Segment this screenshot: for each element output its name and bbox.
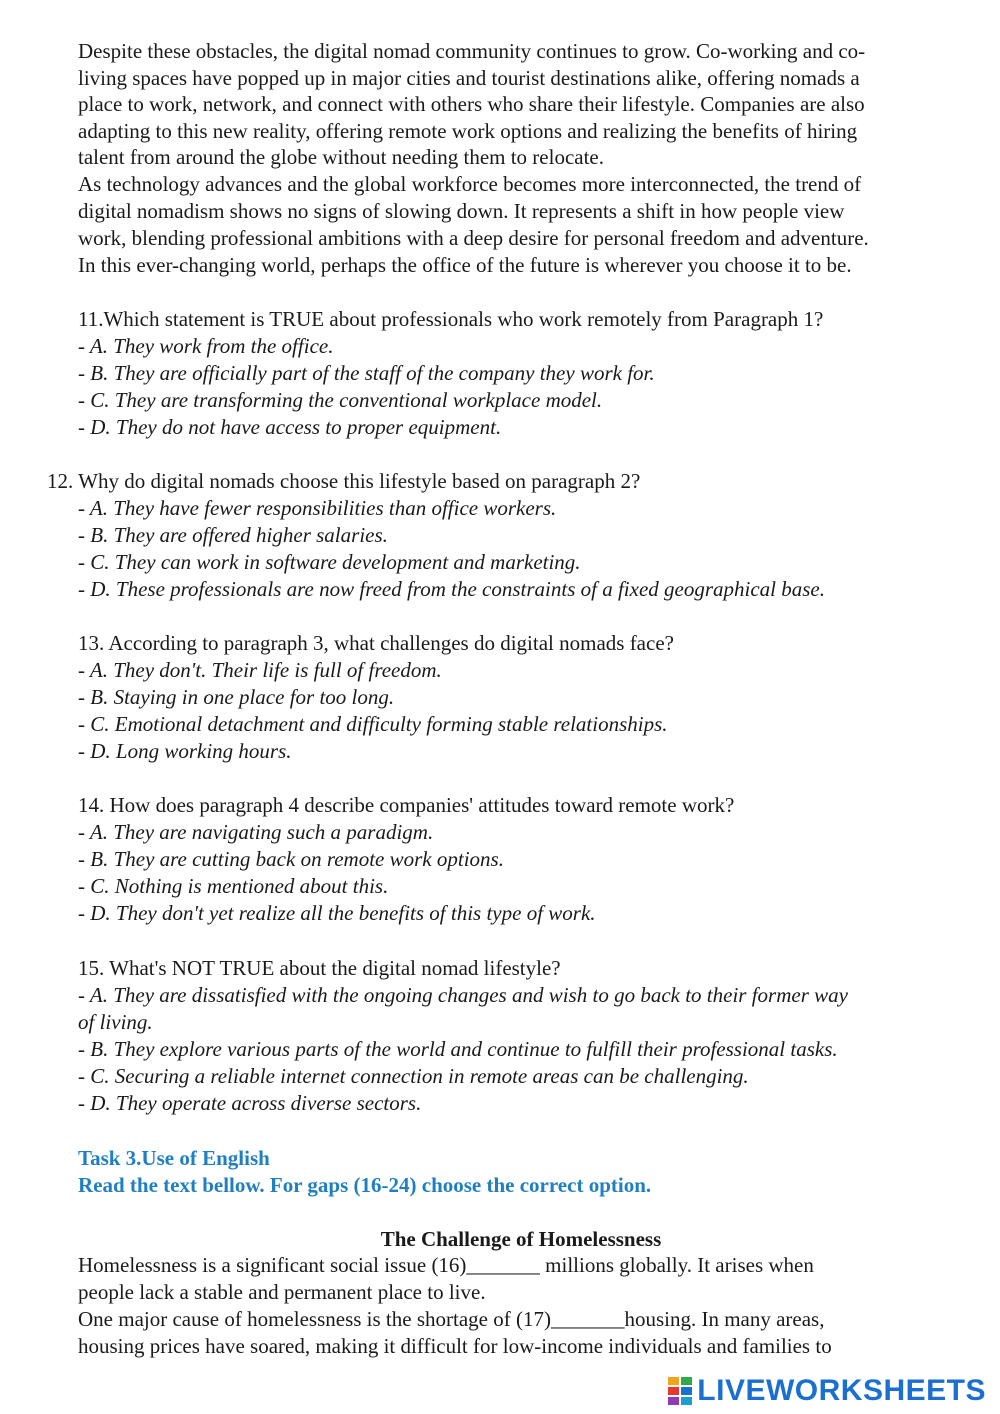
passage-line: living spaces have popped up in major cities and tourist destinations alike, offering nomads a (78, 66, 860, 90)
task-3-text-line: Homelessness is a significant social issue (16)_______ millions globally. It arises when (78, 1253, 814, 1277)
liveworksheets-logo (667, 1374, 986, 1408)
passage-line: talent from around the globe without needing them to relocate. (78, 145, 605, 169)
passage-line: work, blending professional ambitions with a deep desire for personal freedom and adventure. (78, 226, 869, 250)
passage-line: As technology advances and the global workforce becomes more interconnected, the trend of (78, 172, 862, 196)
question-12-option-d[interactable]: - D. These professionals are now freed from the constraints of a fixed geographical base. (78, 577, 825, 601)
task-3-heading: Task 3.Use of English (78, 1146, 270, 1170)
question-12-prompt: 12. Why do digital nomads choose this lifestyle based on paragraph 2? (47, 469, 641, 493)
question-14-option-b[interactable]: - B. They are cutting back on remote work options. (78, 847, 504, 871)
liveworksheets-logo-text: LIVEWORKSHEETS (697, 1374, 986, 1407)
question-13-option-b[interactable]: - B. Staying in one place for too long. (78, 685, 395, 709)
question-12-option-b[interactable]: - B. They are offered higher salaries. (78, 523, 388, 547)
question-13-prompt: 13. According to paragraph 3, what challenges do digital nomads face? (78, 631, 674, 655)
passage-line: digital nomadism shows no signs of slowing down. It represents a shift in how people view (78, 199, 845, 223)
question-14-option-c[interactable]: - C. Nothing is mentioned about this. (78, 874, 389, 898)
question-15-option-a[interactable]: - A. They are dissatisfied with the ongoing changes and wish to go back to their former way (78, 983, 848, 1007)
question-13-option-d[interactable]: - D. Long working hours. (78, 739, 292, 763)
question-11-option-b[interactable]: - B. They are officially part of the staff of the company they work for. (78, 361, 655, 385)
question-12-option-c[interactable]: - C. They can work in software development and marketing. (78, 550, 581, 574)
question-11-prompt: 11.Which statement is TRUE about professionals who work remotely from Paragraph 1? (78, 307, 824, 331)
text-title: The Challenge of Homelessness (380, 1227, 662, 1251)
task-3-text-line: people lack a stable and permanent place to live. (78, 1280, 486, 1304)
question-15-option-b[interactable]: - B. They explore various parts of the world and continue to fulfill their professional tasks. (78, 1037, 838, 1061)
passage-line: place to work, network, and connect with others who share their lifestyle. Companies are also (78, 92, 865, 116)
question-14-prompt: 14. How does paragraph 4 describe companies' attitudes toward remote work? (78, 793, 735, 817)
question-11-option-a[interactable]: - A. They work from the office. (78, 334, 334, 358)
question-11-option-c[interactable]: - C. They are transforming the conventional workplace model. (78, 388, 603, 412)
question-15-prompt: 15. What's NOT TRUE about the digital nomad lifestyle? (78, 956, 561, 980)
passage-line: Despite these obstacles, the digital nomad community continues to grow. Co-working and co- (78, 39, 866, 63)
question-15-option-d[interactable]: - D. They operate across diverse sectors. (78, 1091, 422, 1115)
task-3-text-line: One major cause of homelessness is the shortage of (17)_______housing. In many areas, (78, 1307, 825, 1331)
task-3-text-line: housing prices have soared, making it difficult for low-income individuals and families to (78, 1334, 832, 1358)
question-14-option-a[interactable]: - A. They are navigating such a paradigm. (78, 820, 434, 844)
question-13-option-c[interactable]: - C. Emotional detachment and difficulty forming stable relationships. (78, 712, 668, 736)
passage-line: In this ever-changing world, perhaps the office of the future is wherever you choose it to be. (78, 253, 852, 277)
task-3-instruction: Read the text bellow. For gaps (16-24) choose the correct option. (78, 1173, 652, 1197)
question-15-option-c[interactable]: - C. Securing a reliable internet connection in remote areas can be challenging. (78, 1064, 749, 1088)
question-15-option-a-continued[interactable]: of living. (78, 1010, 153, 1034)
question-11-option-d[interactable]: - D. They do not have access to proper equipment. (78, 415, 502, 439)
question-14-option-d[interactable]: - D. They don't yet realize all the benefits of this type of work. (78, 901, 596, 925)
liveworksheets-logo-icon (667, 1376, 693, 1406)
question-12-option-a[interactable]: - A. They have fewer responsibilities than office workers. (78, 496, 557, 520)
passage-line: adapting to this new reality, offering remote work options and realizing the benefits of hiring (78, 119, 858, 143)
question-13-option-a[interactable]: - A. They don't. Their life is full of freedom. (78, 658, 442, 682)
